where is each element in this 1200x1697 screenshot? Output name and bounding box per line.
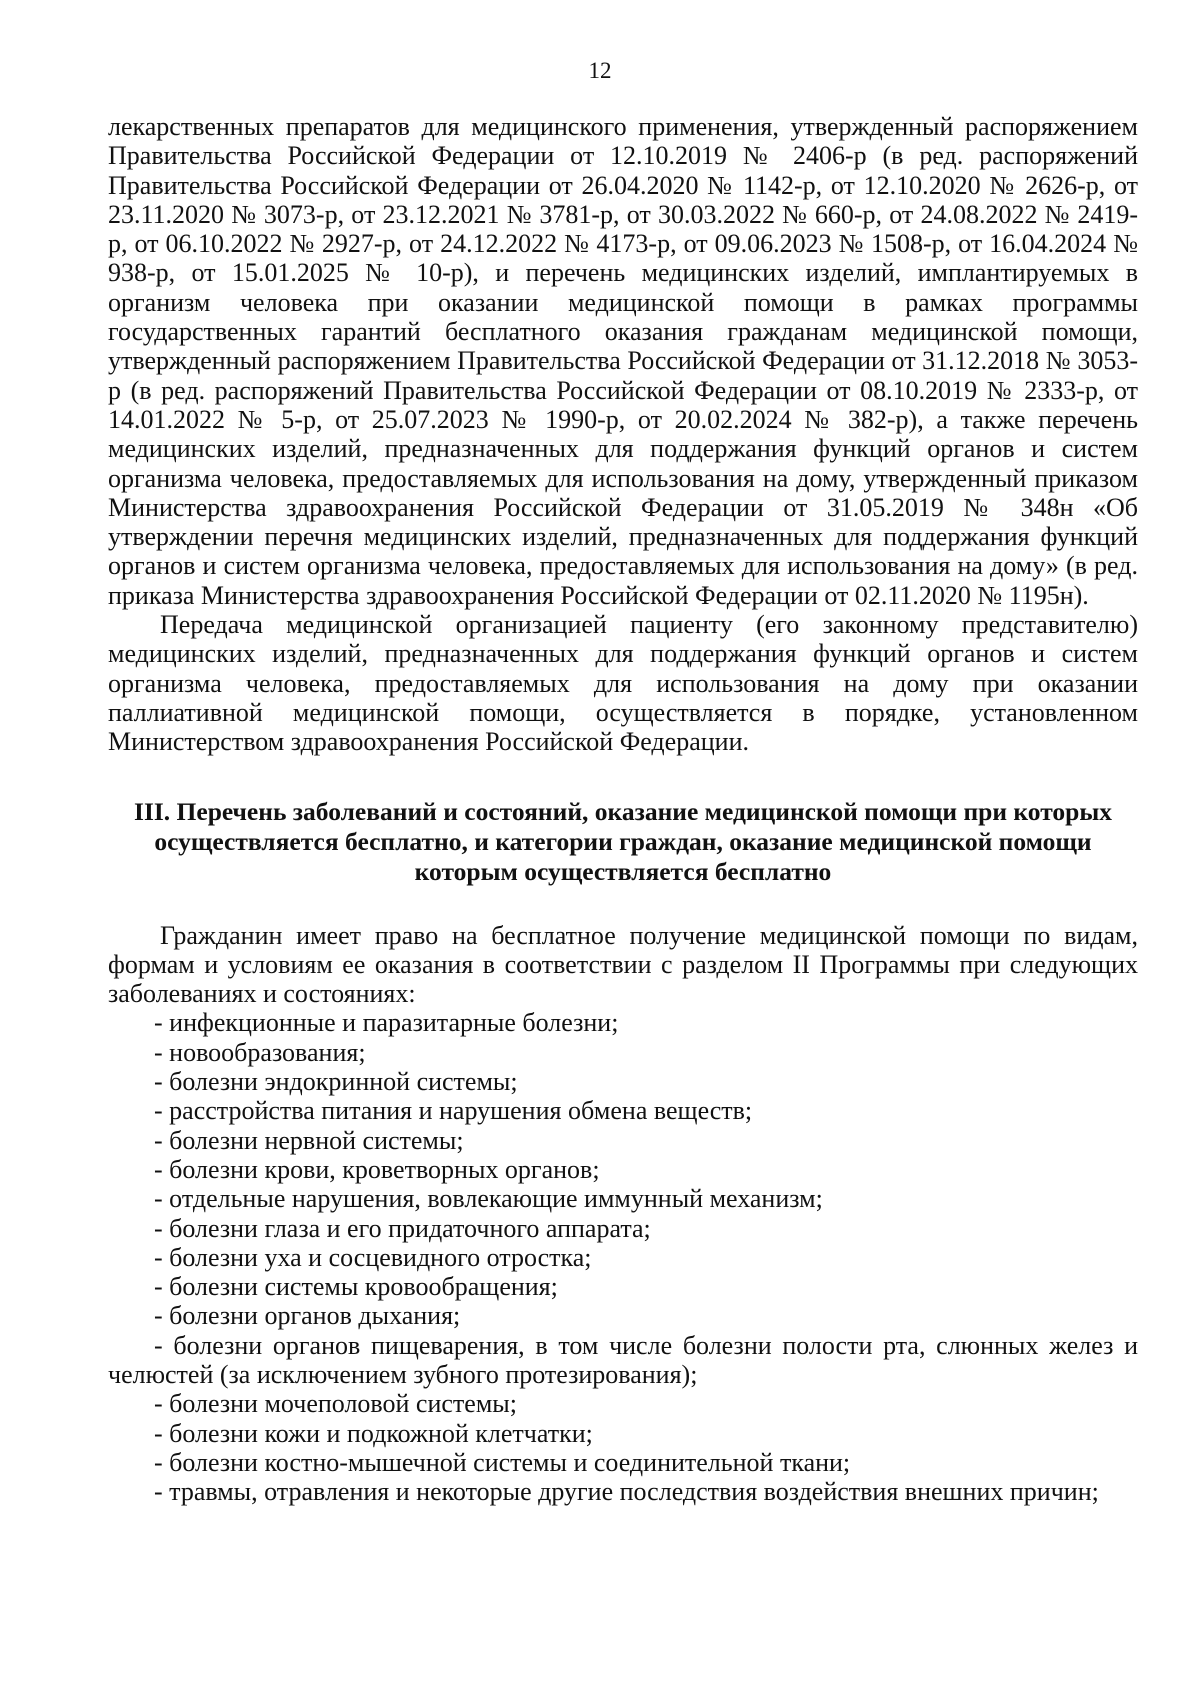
list-item: - болезни органов пищеварения, в том числе болезни полости рта, слюнных желез и челюстей (за исключением зубного протезирования); [108,1330,1138,1389]
list-item: - травмы, отравления и некоторые другие последствия воздействия внешних причин; [154,1477,1099,1507]
document-body [108,112,1138,1506]
page-number: 12 [588,58,612,83]
list-item: - болезни системы кровообращения; [154,1272,558,1302]
list-item: - новообразования; [154,1037,366,1067]
list-item: - болезни эндокринной системы; [154,1067,518,1097]
list-item: - болезни кожи и подкожной клетчатки; [154,1418,593,1448]
list-item: - болезни глаза и его придаточного аппарата; [154,1213,651,1243]
list-item: - расстройства питания и нарушения обмена веществ; [154,1096,753,1126]
conditions-list [108,1008,1138,1506]
list-item: - инфекционные и паразитарные болезни; [154,1008,619,1038]
list-item: - отдельные нарушения, вовлекающие иммунный механизм; [154,1184,823,1214]
list-item: - болезни крови, кроветворных органов; [154,1154,600,1184]
list-item: - болезни костно-мышечной системы и соединительной ткани; [154,1447,851,1477]
paragraph-medical-lists: лекарственных препаратов для медицинского применения, утвержденный распоряжением Правительства Российской Федерации от 12.10.2019 № 2406-р (в ред. распоряжений Правительства Российской Федерации от 26.04.2020 № 1142-р, от 12.10.2020 № 2626-р, от 23.11.2020 № 3073-р, от 23.12.2021 № 3781-р, от 30.03.2022 № 660-р, от 24.08.2022 № 2419-р, от 06.10.2022 № 2927-р, от 24.12.2022 № 4173-р, от 09.06.2023 № 1508-р, от 16.04.2024 № 938-р, от 15.01.2025 № 10-р), и перечень медицинских изделий, имплантируемых в организм человека при оказании медицинской помощи в рамках программы государственных гарантий бесплатного оказания гражданам медицинской помощи, утвержденный распоряжением Правительства Российской Федерации от 31.12.2018 № 3053-р (в ред. распоряжений Правительства Российской Федерации от 08.10.2019 № 2333-р, от 14.01.2022 № 5-р, от 25.07.2023 № 1990-р, от 20.02.2024 № 382-р), а также перечень медицинских изделий, предназначенных для поддержания функций органов и систем организма человека, предоставляемых для использования на дому, утвержденный приказом Министерства здравоохранения Российской Федерации от 31.05.2019 № 348н «Об утверждении перечня медицинских изделий, предназначенных для поддержания функций органов и систем организма человека, предоставляемых для использования на дому» (в ред. приказа Министерства здравоохранения Российской Федерации от 02.11.2020 № 1195н). [108,112,1138,610]
list-item: - болезни органов дыхания; [154,1301,461,1331]
paragraph-device-transfer: Передача медицинской организацией пациенту (его законному представителю) медицинских изделий, предназначенных для поддержания функций органов и систем организма человека, предоставляемых для использования на дому при оказании паллиативной медицинской помощи, осуществляется в порядке, установленном Министерством здравоохранения Российской Федерации. [108,610,1138,757]
section-heading: III. Перечень заболеваний и состояний, оказание медицинской помощи при которых осуществляется бесплатно, и категории граждан, оказание медицинской помощи которым осуществляется бесплатно [134,796,1112,886]
list-item: - болезни мочеполовой системы; [154,1389,517,1419]
list-item: - болезни уха и сосцевидного отростка; [154,1242,592,1272]
list-item: - болезни нервной системы; [154,1125,464,1155]
paragraph-citizen-rights: Гражданин имеет право на бесплатное получение медицинской помощи по видам, формам и условиям ее оказания в соответствии с разделом II Программы при следующих заболеваниях и состояниях: [108,920,1138,1009]
